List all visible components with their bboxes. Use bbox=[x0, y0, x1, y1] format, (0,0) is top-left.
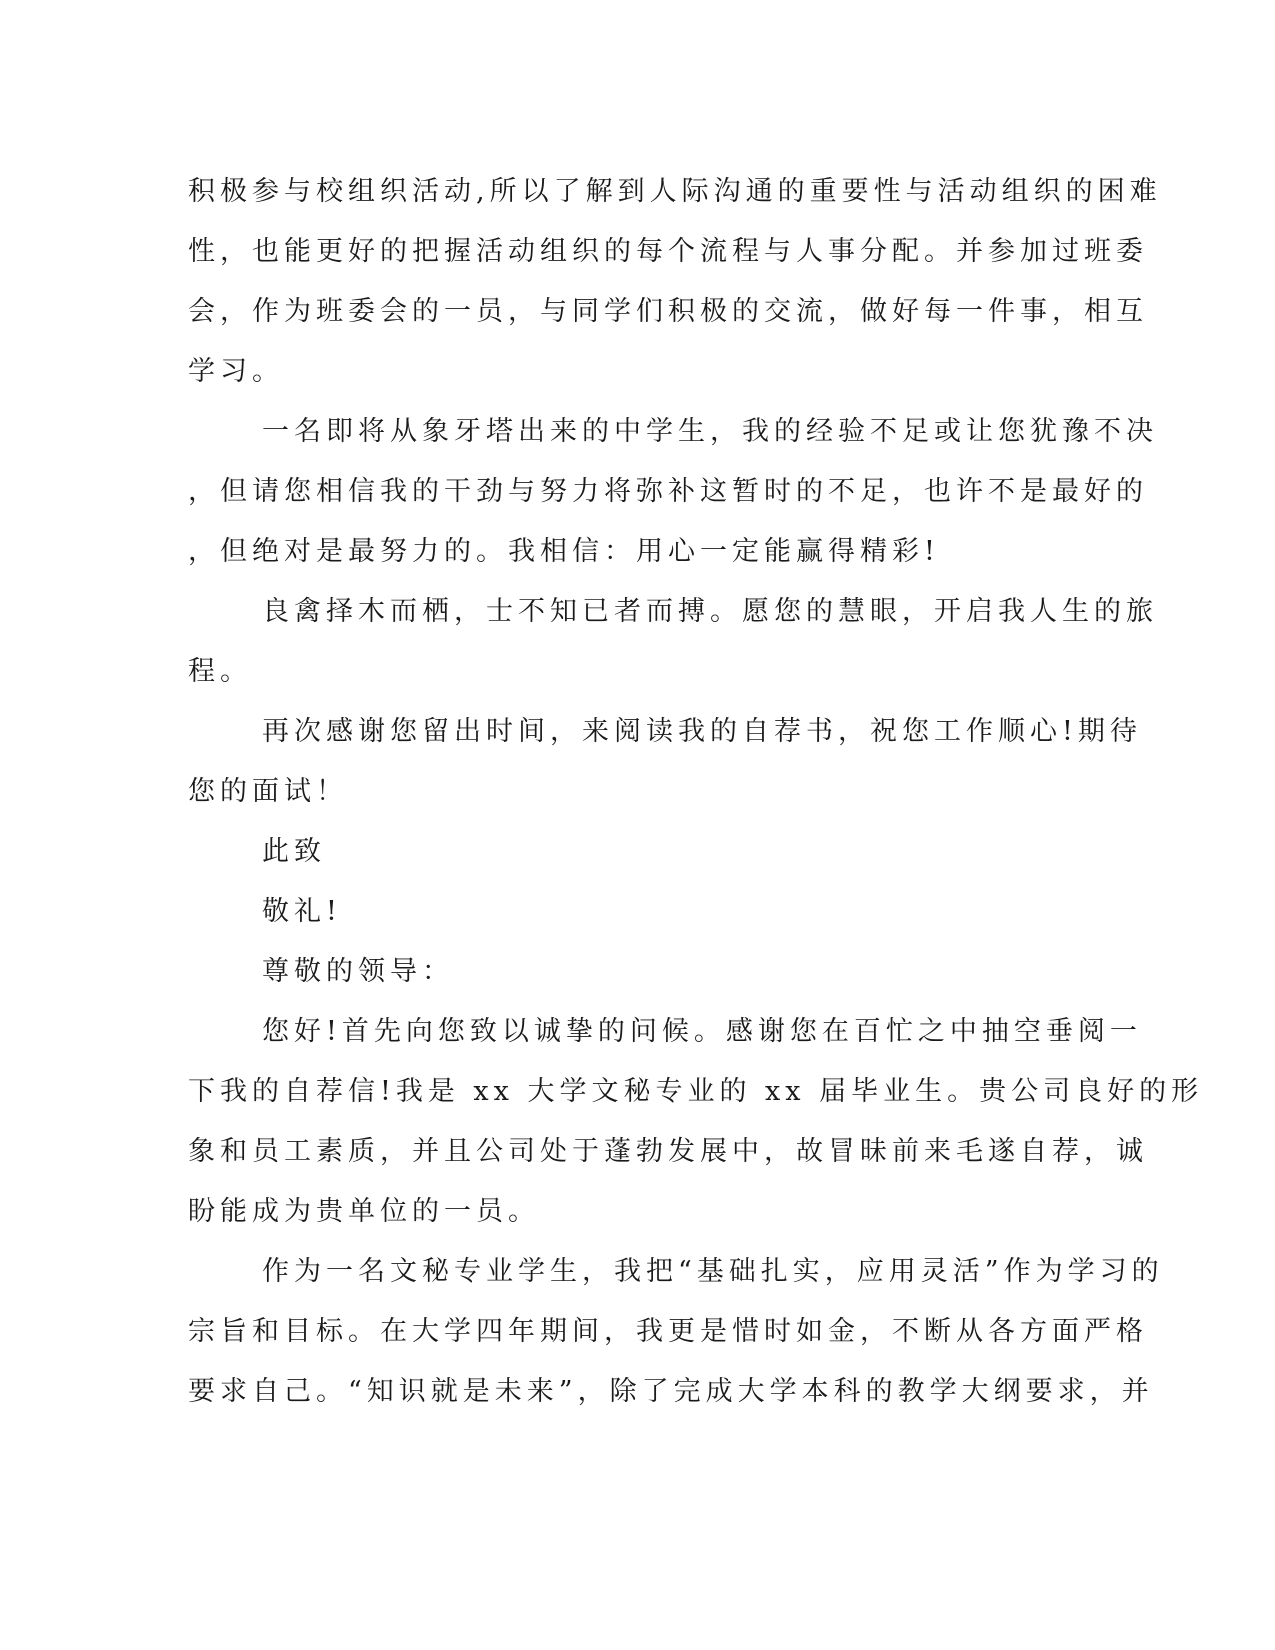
text-line: ，但请您相信我的干劲与努力将弥补这暂时的不足，也许不是最好的 bbox=[188, 476, 1148, 507]
text-line: 再次感谢您留出时间，来阅读我的自荐书，祝您工作顺心!期待 bbox=[262, 716, 1142, 747]
text-line: 学习。 bbox=[188, 356, 284, 387]
text-line: 作为一名文秘专业学生，我把“基础扎实，应用灵活”作为学习的 bbox=[262, 1256, 1164, 1287]
text-line: 您的面试！ bbox=[188, 776, 348, 807]
text-line: 象和员工素质，并且公司处于蓬勃发展中，故冒昧前来毛遂自荐，诚 bbox=[188, 1136, 1148, 1167]
text-line: 程。 bbox=[188, 656, 252, 687]
closing-phrase: 此致 bbox=[262, 836, 326, 867]
closing-salute: 敬礼! bbox=[262, 896, 342, 927]
text-line: 一名即将从象牙塔出来的中学生，我的经验不足或让您犹豫不决 bbox=[262, 416, 1158, 447]
text-line: 您好!首先向您致以诚挚的问候。感谢您在百忙之中抽空垂阅一 bbox=[262, 1016, 1142, 1047]
text-line: 良禽择木而栖，士不知已者而搏。愿您的慧眼，开启我人生的旅 bbox=[262, 596, 1158, 627]
text-line: 宗旨和目标。在大学四年期间，我更是惜时如金，不断从各方面严格 bbox=[188, 1316, 1148, 1347]
text-line: 积极参与校组织活动,所以了解到人际沟通的重要性与活动组织的困难 bbox=[188, 176, 1162, 207]
text-line: 下我的自荐信!我是 xx 大学文秘专业的 xx 届毕业生。贵公司良好的形 bbox=[188, 1076, 1204, 1107]
text-line: 性，也能更好的把握活动组织的每个流程与人事分配。并参加过班委 bbox=[188, 236, 1148, 267]
text-line: 要求自己。“知识就是未来”，除了完成大学本科的教学大纲要求，并 bbox=[188, 1376, 1154, 1407]
text-line: ，但绝对是最努力的。我相信：用心一定能赢得精彩! bbox=[188, 536, 940, 567]
text-line: 会，作为班委会的一员，与同学们积极的交流，做好每一件事，相互 bbox=[188, 296, 1148, 327]
salutation: 尊敬的领导： bbox=[262, 956, 454, 987]
document-body bbox=[188, 162, 1204, 1422]
text-line: 盼能成为贵单位的一员。 bbox=[188, 1196, 540, 1227]
